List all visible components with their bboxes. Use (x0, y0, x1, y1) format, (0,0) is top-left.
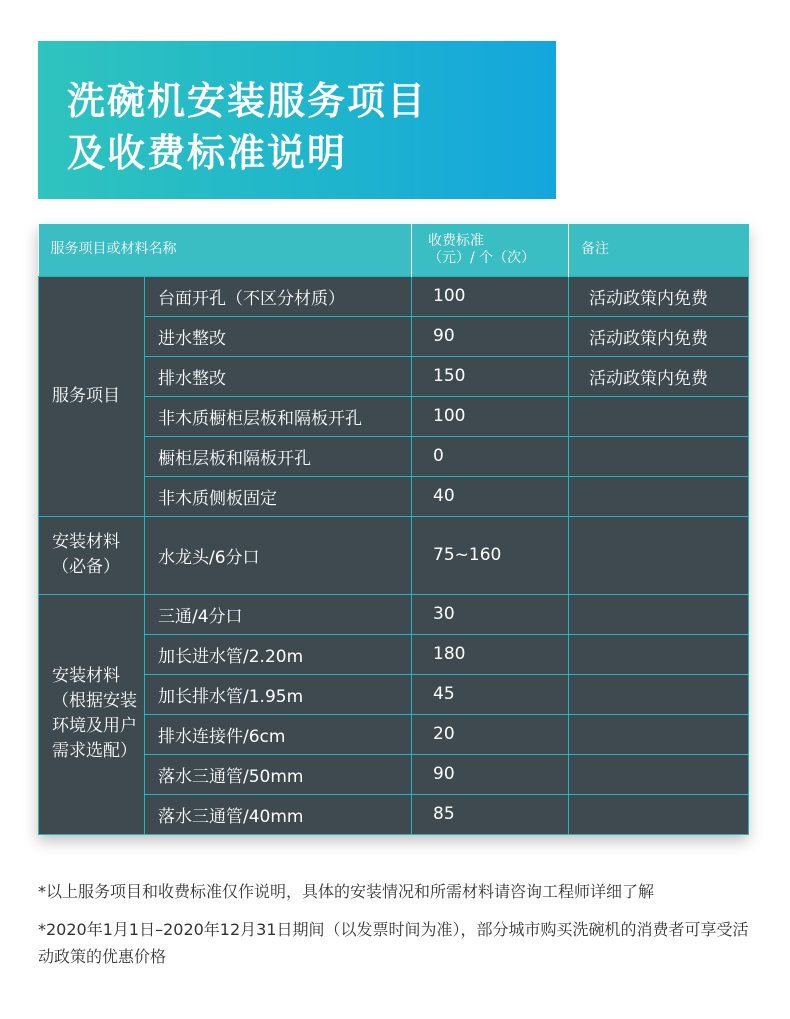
row-fee: 0 (412, 436, 569, 476)
table-row (39, 714, 749, 754)
row-note: 活动政策内免费 (569, 276, 749, 316)
row-name: 非木质橱柜层板和隔板开孔 (145, 396, 412, 436)
row-fee: 100 (412, 396, 569, 436)
row-name: 进水整改 (145, 316, 412, 356)
table-header-row (39, 224, 749, 276)
row-fee: 90 (412, 754, 569, 794)
table-row (39, 276, 749, 316)
table-row (39, 516, 749, 594)
row-name: 排水连接件/6cm (145, 714, 412, 754)
group-service: 服务项目 (39, 276, 145, 516)
header-note: 备注 (569, 224, 749, 276)
title-line-1: 洗碗机安装服务项目 (67, 79, 428, 123)
row-note (569, 794, 749, 834)
group-material-required: 安装材料（必备） (39, 516, 145, 594)
table-row (39, 794, 749, 834)
row-name: 非木质侧板固定 (145, 476, 412, 516)
header-fee-line-2: （元）/ 个（次） (428, 249, 536, 266)
table-row (39, 476, 749, 516)
row-name: 三通/4分口 (145, 594, 412, 634)
table-row (39, 396, 749, 436)
row-fee: 180 (412, 634, 569, 674)
row-fee: 75~160 (412, 516, 569, 594)
row-note (569, 714, 749, 754)
table-row (39, 594, 749, 634)
row-name: 橱柜层板和隔板开孔 (145, 436, 412, 476)
row-name: 台面开孔（不区分材质） (145, 276, 412, 316)
row-name: 落水三通管/50mm (145, 754, 412, 794)
row-note (569, 594, 749, 634)
row-name: 排水整改 (145, 356, 412, 396)
footnote-2: *2020年1月1日–2020年12月31日期间（以发票时间为准），部分城市购买洗碗机的消费者可享受活动政策的优惠价格 (38, 920, 749, 966)
header-fee-line-1: 收费标准 (428, 232, 484, 249)
footnote-1: *以上服务项目和收费标准仅作说明，具体的安装情况和所需材料请咨询工程师详细了解 (38, 882, 655, 901)
row-name: 加长排水管/1.95m (145, 674, 412, 714)
row-note (569, 516, 749, 594)
row-fee: 30 (412, 594, 569, 634)
row-note (569, 476, 749, 516)
row-note: 活动政策内免费 (569, 356, 749, 396)
row-fee: 20 (412, 714, 569, 754)
row-fee: 100 (412, 276, 569, 316)
row-note (569, 436, 749, 476)
title-banner (38, 41, 556, 199)
header-fee (412, 224, 569, 276)
row-note: 活动政策内免费 (569, 316, 749, 356)
row-note (569, 674, 749, 714)
row-fee: 85 (412, 794, 569, 834)
table-row (39, 754, 749, 794)
row-name: 加长进水管/2.20m (145, 634, 412, 674)
row-name: 水龙头/6分口 (145, 516, 412, 594)
fee-table (38, 224, 748, 835)
footnotes (38, 878, 758, 981)
row-fee: 40 (412, 476, 569, 516)
table-row (39, 436, 749, 476)
group-material-optional: 安装材料（根据安装环境及用户需求选配） (39, 594, 145, 834)
row-note (569, 634, 749, 674)
row-note (569, 396, 749, 436)
row-fee: 45 (412, 674, 569, 714)
table-row (39, 356, 749, 396)
row-name: 落水三通管/40mm (145, 794, 412, 834)
row-fee: 150 (412, 356, 569, 396)
row-fee: 90 (412, 316, 569, 356)
row-note (569, 754, 749, 794)
table-row (39, 634, 749, 674)
header-item: 服务项目或材料名称 (39, 224, 412, 276)
table-row (39, 316, 749, 356)
title-line-2: 及收费标准说明 (67, 131, 348, 175)
table-row (39, 674, 749, 714)
